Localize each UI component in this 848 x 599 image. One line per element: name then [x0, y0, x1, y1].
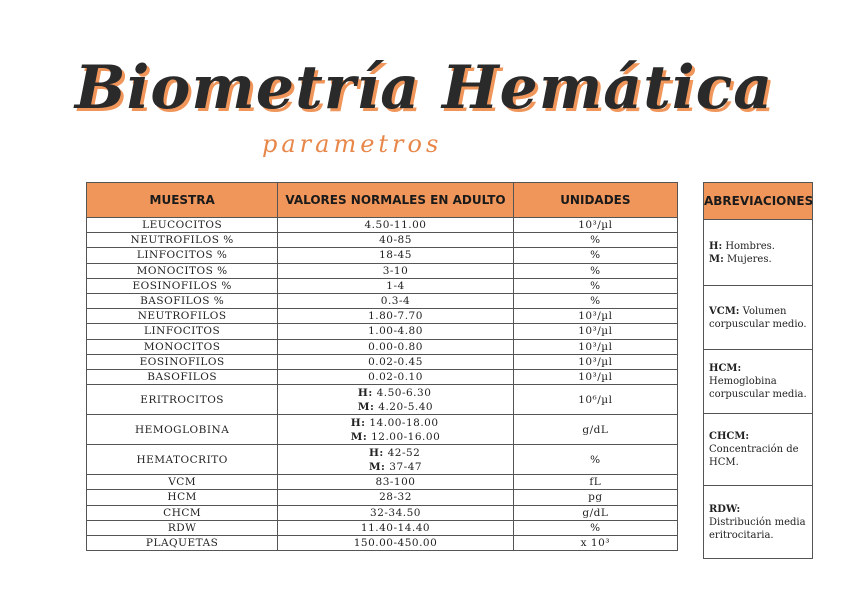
sample-cell: RDW	[87, 520, 278, 535]
women-value: 12.00-16.00	[371, 430, 441, 443]
abbreviations-panel	[703, 182, 813, 559]
value-cell: 40-85	[278, 233, 513, 248]
value-cell: 0.3-4	[278, 294, 513, 309]
table-row	[87, 233, 678, 248]
sample-cell: LINFOCITOS	[87, 324, 278, 339]
table-row	[87, 339, 678, 354]
table-row	[87, 263, 678, 278]
abbreviation-text: Concentración de HCM.	[709, 444, 799, 468]
table-row	[87, 415, 678, 445]
unit-cell: 10⁶/µl	[513, 385, 677, 415]
abbreviation-item	[704, 286, 812, 350]
value-cell	[278, 415, 513, 445]
unit-cell: %	[513, 278, 677, 293]
unit-cell: g/dL	[513, 415, 677, 445]
sample-cell: BASOFILOS	[87, 370, 278, 385]
abbreviation-line	[709, 516, 807, 542]
sample-cell: NEUTROFILOS	[87, 309, 278, 324]
unit-cell: 10³/µl	[513, 309, 677, 324]
value-cell: 11.40-14.40	[278, 520, 513, 535]
men-label: H:	[350, 416, 366, 429]
table-row	[87, 445, 678, 475]
abbreviations-header: ABREVIACIONES	[704, 183, 812, 220]
header-units: UNIDADES	[513, 183, 677, 218]
abbreviation-text: Hemoglobina corpuscular media.	[709, 376, 807, 400]
sample-cell: HEMOGLOBINA	[87, 415, 278, 445]
abbreviation-line	[709, 503, 807, 516]
table-row	[87, 490, 678, 505]
table-row	[87, 324, 678, 339]
value-cell: 1.00-4.80	[278, 324, 513, 339]
table-row	[87, 520, 678, 535]
reference-values-table	[86, 182, 678, 551]
table-row	[87, 248, 678, 263]
unit-cell: %	[513, 445, 677, 475]
header-sample: MUESTRA	[87, 183, 278, 218]
unit-cell: 10³/µl	[513, 339, 677, 354]
abbreviation-key: M:	[709, 253, 724, 265]
sample-cell: BASOFILOS %	[87, 294, 278, 309]
table-row	[87, 385, 678, 415]
abbreviation-line	[709, 430, 807, 443]
value-cell: 3-10	[278, 263, 513, 278]
value-cell: 0.02-0.10	[278, 370, 513, 385]
men-value: 42-52	[387, 446, 421, 459]
value-cell: 18-45	[278, 248, 513, 263]
unit-cell: %	[513, 294, 677, 309]
sample-cell: VCM	[87, 475, 278, 490]
abbreviation-item	[704, 414, 812, 486]
unit-cell: 10³/µl	[513, 324, 677, 339]
sex-specific-values	[358, 386, 433, 414]
abbreviation-line	[709, 240, 807, 253]
table-row	[87, 505, 678, 520]
abbreviation-line	[709, 362, 807, 375]
value-cell: 32-34.50	[278, 505, 513, 520]
page-title-container	[0, 50, 848, 126]
value-cell: 28-32	[278, 490, 513, 505]
men-label: H:	[357, 386, 373, 399]
unit-cell: x 10³	[513, 536, 677, 551]
value-cell	[278, 385, 513, 415]
value-cell: 1-4	[278, 278, 513, 293]
sample-cell: MONOCITOS	[87, 339, 278, 354]
header-normal-values: VALORES NORMALES EN ADULTO	[278, 183, 513, 218]
women-label: M:	[350, 430, 368, 443]
sample-cell: NEUTROFILOS %	[87, 233, 278, 248]
unit-cell: %	[513, 263, 677, 278]
table-row	[87, 354, 678, 369]
sex-specific-values	[351, 416, 441, 444]
value-cell: 0.00-0.80	[278, 339, 513, 354]
value-cell: 150.00-450.00	[278, 536, 513, 551]
table-row	[87, 278, 678, 293]
sample-cell: ERITROCITOS	[87, 385, 278, 415]
unit-cell: fL	[513, 475, 677, 490]
table-header-row	[87, 183, 678, 218]
abbreviation-line	[709, 253, 807, 266]
unit-cell: 10³/µl	[513, 218, 677, 233]
abbreviation-text: Hombres.	[722, 240, 775, 252]
page-title: Biometría Hemática	[74, 53, 774, 123]
table-row	[87, 294, 678, 309]
value-cell	[278, 445, 513, 475]
sample-cell: LEUCOCITOS	[87, 218, 278, 233]
unit-cell: %	[513, 248, 677, 263]
women-label: M:	[368, 460, 386, 473]
sample-cell: MONOCITOS %	[87, 263, 278, 278]
table-row	[87, 370, 678, 385]
abbreviation-line	[709, 443, 807, 469]
table-row	[87, 218, 678, 233]
abbreviation-text: Distribución media eritrocitaria.	[709, 516, 806, 541]
unit-cell: 10³/µl	[513, 370, 677, 385]
page-subtitle: parametros	[262, 130, 443, 158]
abbreviation-line	[709, 375, 807, 401]
abbreviation-item	[704, 486, 812, 558]
table-row	[87, 475, 678, 490]
abbreviation-text: Volumen corpuscular medio.	[709, 305, 807, 330]
sex-specific-values	[369, 446, 422, 474]
abbreviation-key: RDW:	[709, 503, 741, 515]
sample-cell: HEMATOCRITO	[87, 445, 278, 475]
abbreviation-item	[704, 350, 812, 414]
abbreviation-item	[704, 220, 812, 286]
abbreviation-key: HCM:	[709, 363, 742, 374]
unit-cell: %	[513, 520, 677, 535]
sample-cell: EOSINOFILOS %	[87, 278, 278, 293]
table-row	[87, 536, 678, 551]
unit-cell: 10³/µl	[513, 354, 677, 369]
sample-cell: LINFOCITOS %	[87, 248, 278, 263]
abbreviation-key: VCM:	[709, 305, 740, 317]
sample-cell: PLAQUETAS	[87, 536, 278, 551]
men-value: 14.00-18.00	[369, 416, 439, 429]
abbreviation-line	[709, 305, 807, 331]
value-cell: 0.02-0.45	[278, 354, 513, 369]
abbreviation-text: Mujeres.	[723, 253, 772, 265]
unit-cell: %	[513, 233, 677, 248]
abbreviations-list	[704, 220, 812, 558]
value-cell: 4.50-11.00	[278, 218, 513, 233]
abbreviation-key: CHCM:	[709, 431, 750, 442]
value-cell: 1.80-7.70	[278, 309, 513, 324]
table-body	[87, 218, 678, 551]
unit-cell: pg	[513, 490, 677, 505]
women-label: M:	[357, 400, 375, 413]
unit-cell: g/dL	[513, 505, 677, 520]
men-value: 4.50-6.30	[376, 386, 432, 399]
women-value: 4.20-5.40	[378, 400, 434, 413]
abbreviation-key: H:	[709, 240, 723, 252]
sample-cell: EOSINOFILOS	[87, 354, 278, 369]
value-cell: 83-100	[278, 475, 513, 490]
women-value: 37-47	[389, 460, 423, 473]
sample-cell: CHCM	[87, 505, 278, 520]
sample-cell: HCM	[87, 490, 278, 505]
men-label: H:	[368, 446, 384, 459]
table-row	[87, 309, 678, 324]
